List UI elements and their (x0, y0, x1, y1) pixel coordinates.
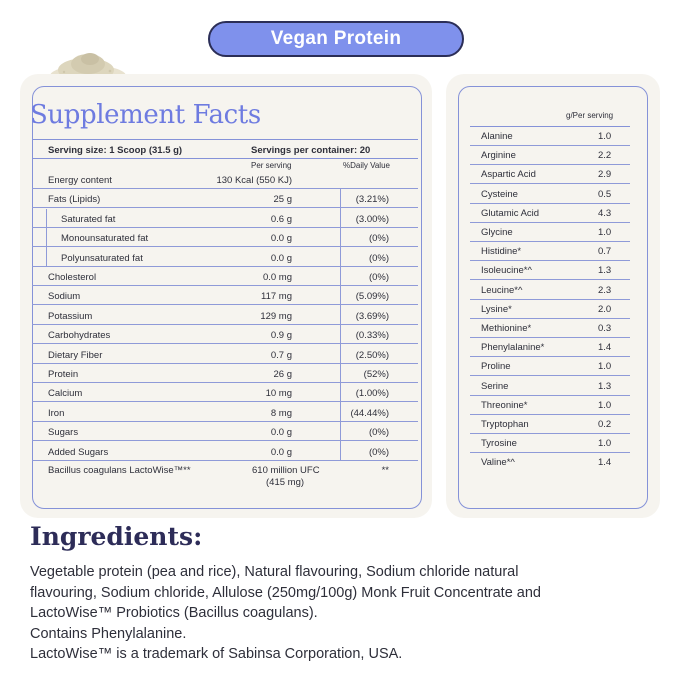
amino-acid-value: 4.3 (598, 207, 612, 219)
amino-acid-value: 1.3 (598, 380, 612, 392)
nutrient-daily-value: (0%) (368, 233, 389, 245)
amino-acid-row (470, 396, 630, 415)
nutrient-label: Sodium (48, 291, 81, 303)
amino-acid-row (470, 261, 630, 280)
nutrient-amount: 0.0 g (270, 427, 292, 439)
product-badge: Vegan Protein (208, 21, 464, 57)
nutrient-label: Iron (48, 407, 65, 419)
nutrient-label: Polyunsaturated fat (61, 252, 143, 264)
amino-acid-label: Tyrosine (481, 438, 517, 450)
nutrient-label: Monounsaturated fat (61, 233, 149, 245)
nutrient-daily-value: (0%) (368, 427, 389, 439)
nutrient-daily-value: (0%) (368, 252, 389, 264)
nutrient-label: Fats (Lipids) (48, 194, 101, 206)
lactowise-amount (252, 465, 320, 489)
nutrient-daily-value: (1.00%) (355, 388, 389, 400)
amino-acid-row (470, 453, 630, 472)
amino-acid-value: 1.0 (598, 361, 612, 373)
amino-acid-label: Proline (481, 361, 511, 373)
nutrient-daily-value: (3.69%) (355, 310, 389, 322)
amino-acid-row (470, 127, 630, 146)
amino-acid-label: Cysteine (481, 188, 518, 200)
nutrient-amount: 0.0 mg (262, 272, 292, 283)
amino-acid-row (470, 223, 630, 242)
amino-acid-label: Glycine (481, 227, 513, 238)
nutrient-daily-value: (2.50%) (355, 349, 389, 361)
supplement-facts-title: Supplement Facts (30, 100, 261, 130)
nutrition-row (32, 286, 418, 305)
nutrient-daily-value: (0%) (368, 446, 389, 458)
nutrition-row (32, 403, 418, 422)
nutrient-label: Potassium (48, 310, 93, 322)
amino-acid-row (470, 300, 630, 319)
amino-acid-label: Phenylalanine* (481, 342, 545, 354)
amino-acid-label: Leucine*^ (481, 284, 523, 296)
amino-acid-value: 2.0 (598, 303, 612, 315)
nutrient-label: Energy content (48, 175, 112, 186)
nutrient-amount: 0.0 g (270, 252, 292, 264)
sub-nutrient-divider (46, 209, 47, 267)
amino-acid-value: 1.0 (598, 399, 612, 411)
nutrition-row (32, 248, 418, 267)
nutrient-label: Calcium (48, 388, 83, 400)
amino-acid-label: Histidine* (481, 246, 522, 258)
ingredients-text (30, 562, 670, 665)
nutrition-row (32, 189, 418, 208)
ingredients-line: Vegetable protein (pea and rice), Natural flavouring, Sodium chloride natural (30, 564, 519, 580)
amino-acid-row (470, 319, 630, 338)
amino-acid-label: Methionine* (481, 323, 532, 334)
ingredients-title: Ingredients: (30, 522, 203, 551)
per-serving-header: Per serving (251, 161, 292, 170)
amino-acid-label: Lysine* (481, 303, 512, 315)
title-rule (32, 139, 418, 140)
nutrient-label: Cholesterol (48, 272, 97, 283)
amino-acid-value: 0.3 (598, 323, 612, 334)
nutrition-row (32, 228, 418, 247)
nutrient-amount: 0.0 g (270, 233, 292, 245)
nutrient-amount: 8 mg (270, 407, 292, 419)
lactowise-dv: ** (381, 465, 389, 476)
amino-acid-row (470, 415, 630, 434)
nutrient-label: Dietary Fiber (48, 349, 103, 361)
nutrient-amount: 25 g (273, 194, 292, 206)
amino-acid-label: Alanine (481, 131, 513, 142)
dv-column-divider (340, 188, 341, 461)
nutrient-daily-value: (52%) (363, 369, 389, 380)
servings-per-container: Servings per container: 20 (251, 145, 371, 156)
amino-acid-value: 1.3 (598, 265, 612, 277)
nutrition-row (32, 209, 418, 228)
amino-acid-value: 0.5 (598, 188, 612, 200)
amino-acid-value: 1.0 (598, 131, 612, 142)
lactowise-label: Bacillus coagulans LactoWise™** (48, 465, 191, 476)
amino-acid-value: 1.4 (598, 342, 612, 354)
nutrient-label: Sugars (48, 427, 79, 439)
ingredients-line: flavouring, Sodium chloride, Allulose (250mg/100g) Monk Fruit Concentrate and (30, 584, 541, 601)
amino-acid-row (470, 185, 630, 204)
nutrient-amount: 0.9 g (270, 330, 292, 342)
nutrient-label: Carbohydrates (48, 330, 111, 342)
nutrition-row (32, 170, 418, 189)
nutrition-row (32, 383, 418, 402)
nutrition-row (32, 306, 418, 325)
nutrition-row (32, 364, 418, 383)
amino-acid-label: Glutamic Acid (481, 207, 540, 219)
lactowise-amount-line1: 610 million UFC (252, 465, 320, 476)
nutrient-daily-value: (5.09%) (355, 291, 389, 303)
nutrient-amount: 0.6 g (270, 213, 292, 225)
amino-acid-value: 2.9 (598, 169, 612, 181)
amino-acid-row (470, 281, 630, 300)
amino-acid-value: 1.0 (598, 227, 612, 238)
nutrient-amount: 26 g (273, 369, 292, 380)
nutrition-row (32, 345, 418, 364)
nutrient-daily-value: (44.44%) (350, 407, 389, 419)
daily-value-header: %Daily Value (343, 161, 390, 170)
nutrient-amount: 10 mg (265, 388, 292, 400)
amino-acid-value: 2.2 (598, 150, 612, 162)
amino-acid-label: Tryptophan (481, 419, 529, 430)
nutrition-row (32, 325, 418, 344)
ingredients-line: Contains Phenylalanine. (30, 625, 187, 642)
nutrient-label: Saturated fat (61, 213, 116, 225)
amino-acid-label: Serine (481, 380, 509, 392)
amino-acid-row (470, 434, 630, 453)
amino-acid-label: Aspartic Acid (481, 169, 536, 181)
amino-acid-row (470, 357, 630, 376)
nutrition-row (32, 442, 418, 461)
nutrient-amount: 0.7 g (270, 349, 292, 361)
nutrient-daily-value: (0%) (368, 272, 389, 283)
amino-acid-value: 0.7 (598, 246, 612, 258)
amino-acid-label: Arginine (481, 150, 516, 162)
nutrient-daily-value: (3.00%) (355, 213, 389, 225)
nutrient-daily-value: (0.33%) (355, 330, 389, 342)
amino-acid-value: 2.3 (598, 284, 612, 296)
nutrient-amount: 0.0 g (270, 446, 292, 458)
nutrition-row (32, 267, 418, 286)
nutrient-label: Protein (48, 369, 79, 380)
lactowise-amount-line2: (415 mg) (266, 477, 305, 488)
ingredients-line: LactoWise™ is a trademark of Sabinsa Corporation, USA. (30, 646, 403, 662)
amino-acid-header: g/Per serving (566, 111, 614, 120)
ingredients-line: LactoWise™ Probiotics (Bacillus coagulans). (30, 605, 318, 621)
nutrient-daily-value: (3.21%) (355, 194, 389, 206)
nutrition-row (32, 422, 418, 441)
amino-acid-value: 1.0 (598, 438, 612, 450)
amino-acid-value: 1.4 (598, 457, 612, 469)
lactowise-row (32, 462, 418, 492)
amino-acid-row (470, 377, 630, 396)
amino-acid-label: Threonine* (481, 399, 528, 411)
amino-acid-row (470, 165, 630, 184)
nutrient-amount: 130 Kcal (550 KJ) (216, 175, 292, 186)
amino-acid-row (470, 338, 630, 357)
nutrient-amount: 129 mg (260, 310, 292, 322)
amino-acid-label: Valine*^ (481, 457, 515, 469)
amino-acid-row (470, 242, 630, 261)
serving-rule (32, 158, 418, 159)
serving-size: Serving size: 1 Scoop (31.5 g) (48, 145, 183, 156)
nutrient-amount: 117 mg (261, 291, 292, 303)
amino-acid-value: 0.2 (598, 419, 612, 430)
amino-acid-row (470, 204, 630, 223)
nutrient-label: Added Sugars (48, 446, 109, 458)
amino-acid-label: Isoleucine*^ (481, 265, 532, 277)
amino-acid-row (470, 146, 630, 165)
